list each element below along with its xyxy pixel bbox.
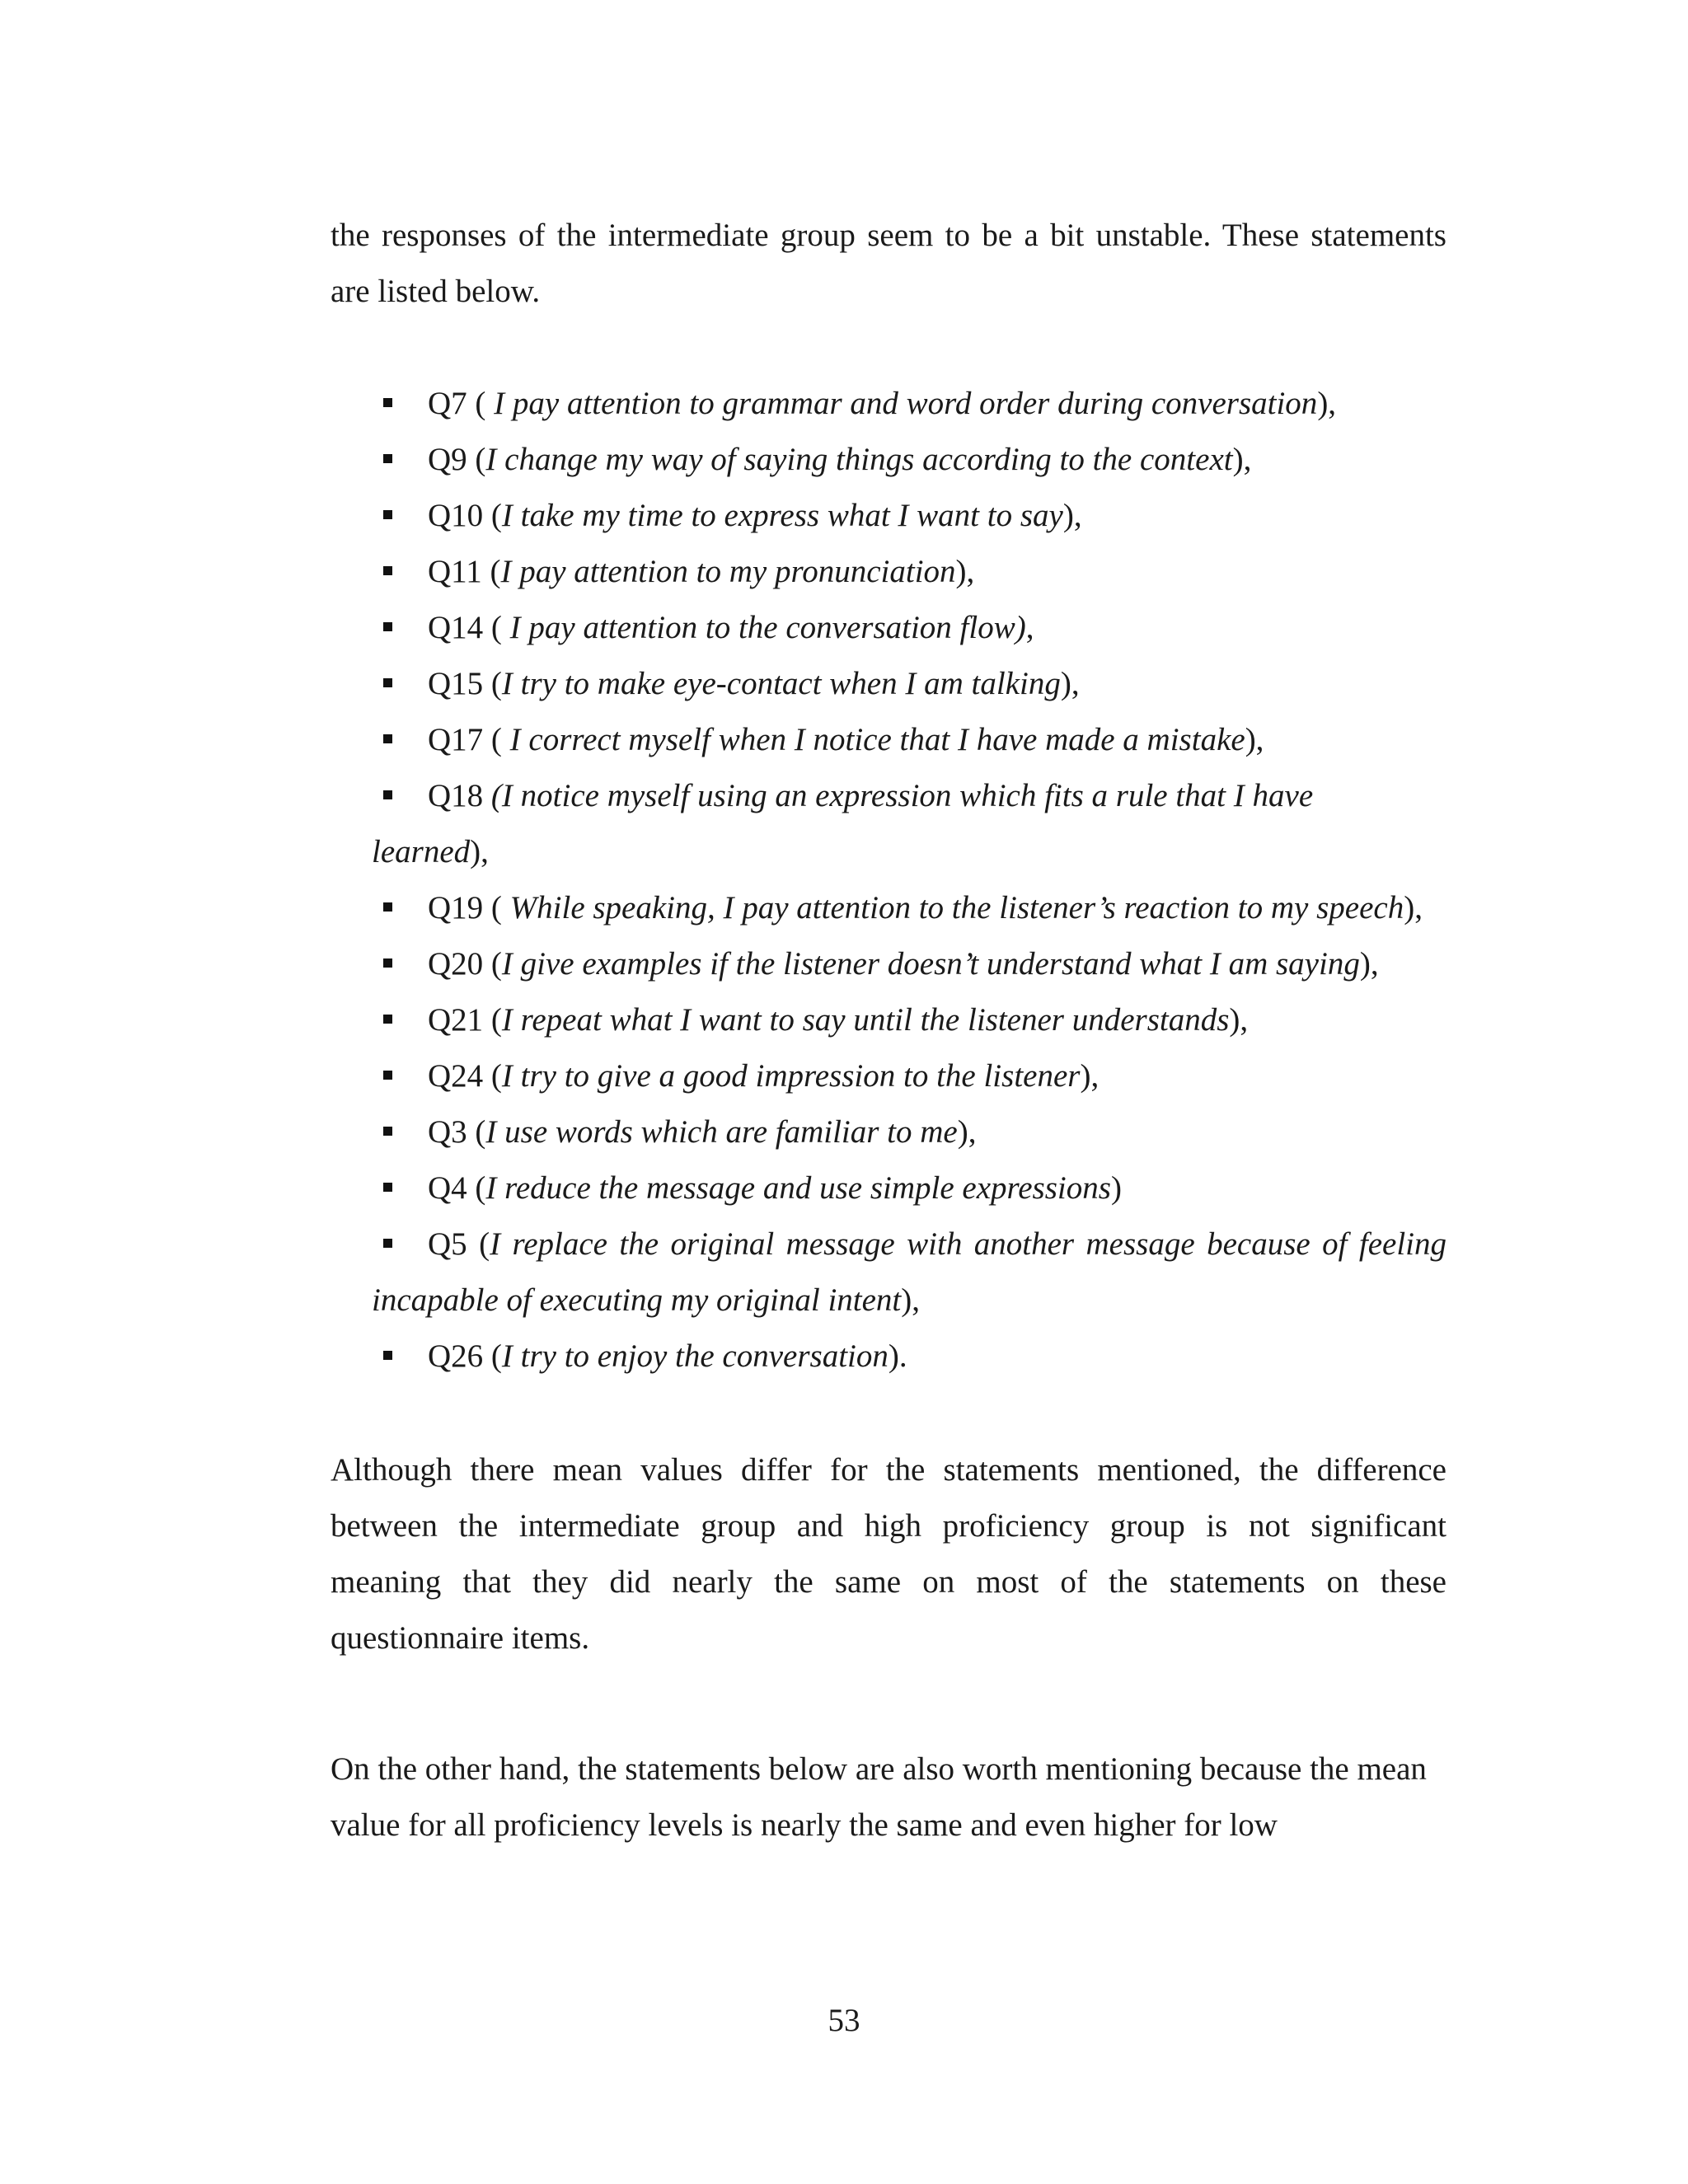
although-line-2: between the intermediate group and high proficiency group is not significant [331,1508,1447,1544]
although-paragraph [331,1442,1447,1666]
page-number: 53 [828,2003,860,2038]
square-bullet-icon [383,902,392,912]
other-hand-paragraph [331,1741,1447,1854]
square-bullet-icon [383,398,392,407]
intro-line-2: are listed below. [331,274,541,309]
square-bullet-icon [383,1183,392,1192]
square-bullet-icon [383,734,392,743]
list-item-q15: Q15 (I try to make eye-contact when I am talking), [380,656,1447,712]
square-bullet-icon [383,454,392,463]
intro-paragraph [331,208,1447,320]
list-item-q7: Q7 ( I pay attention to grammar and word order during conversation), [380,376,1447,432]
square-bullet-icon [383,1127,392,1136]
statement-list [372,376,1447,1385]
list-item-q19: Q19 ( While speaking, I pay attention to the listener’s reaction to my speech), [380,880,1447,936]
list-item-q5: Q5 (I replace the original message with another message because of feeling incapable of executing my original intent), [372,1226,1447,1318]
although-line-4: questionnaire items. [331,1620,590,1656]
list-item-q24: Q24 (I try to give a good impression to the listener), [380,1048,1447,1104]
square-bullet-icon [383,958,392,968]
list-item-q11: Q11 (I pay attention to my pronunciation), [380,544,1447,600]
list-item-q9: Q9 (I change my way of saying things according to the context), [380,432,1447,488]
other-hand-line-2: value for all proficiency levels is nearly the same and even higher for low [331,1807,1278,1843]
list-item-q14: Q14 ( I pay attention to the conversation flow), [380,600,1447,656]
list-item-q4: Q4 (I reduce the message and use simple expressions) [380,1160,1447,1216]
list-item-q10: Q10 (I take my time to express what I want to say), [380,488,1447,544]
square-bullet-icon [383,1071,392,1080]
square-bullet-icon [383,1239,392,1248]
square-bullet-icon [383,622,392,631]
intro-line-1: the responses of the intermediate group seem to be a bit unstable. These statements [331,218,1447,253]
square-bullet-icon [383,1351,392,1360]
list-item-q18: Q18 (I notice myself using an expression which fits a rule that I have learned), [372,778,1314,869]
list-item-q26: Q26 (I try to enjoy the conversation). [380,1329,1447,1385]
other-hand-line-1: On the other hand, the statements below are also worth mentioning because the mean [331,1751,1427,1787]
although-line-3: meaning that they did nearly the same on most of the statements on these [331,1564,1447,1600]
list-item-q20: Q20 (I give examples if the listener doesn’t understand what I am saying), [380,936,1447,992]
square-bullet-icon [383,1015,392,1024]
list-item-q21: Q21 (I repeat what I want to say until the listener understands), [380,992,1447,1048]
square-bullet-icon [383,678,392,687]
list-item-q3: Q3 (I use words which are familiar to me), [380,1104,1447,1160]
square-bullet-icon [383,510,392,519]
square-bullet-icon [383,566,392,575]
list-item-q17: Q17 ( I correct myself when I notice that I have made a mistake), [380,712,1447,768]
although-line-1: Although there mean values differ for the statements mentioned, the difference [331,1452,1447,1488]
square-bullet-icon [383,790,392,799]
